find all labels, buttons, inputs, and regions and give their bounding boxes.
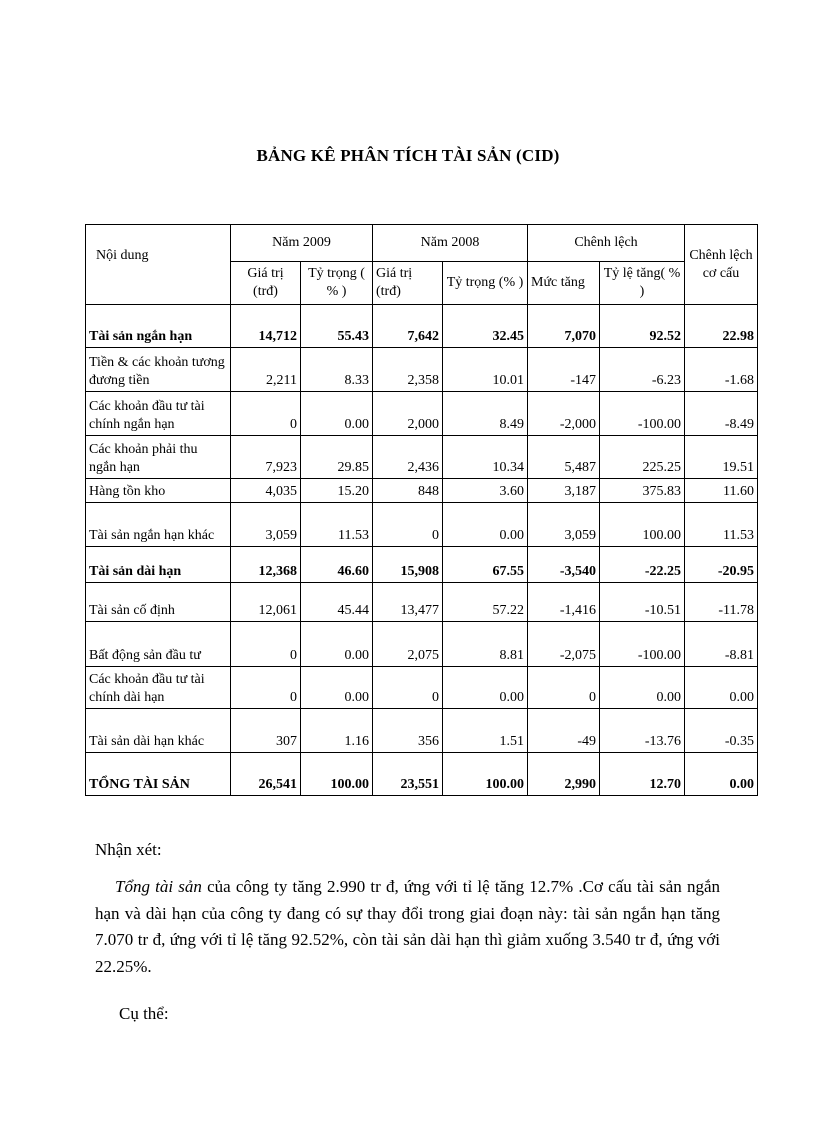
value-2008: 0: [373, 503, 443, 547]
subheader-share-2008: Tỷ trọng (% ): [443, 262, 528, 305]
value-2008: 2,358: [373, 348, 443, 392]
rate: -100.00: [600, 622, 685, 667]
table-row: [86, 503, 758, 547]
value-2008: 7,642: [373, 305, 443, 348]
share-2008: 57.22: [443, 583, 528, 622]
value-2008: 0: [373, 667, 443, 709]
increase: 2,990: [528, 753, 600, 796]
structure-diff: 0.00: [685, 753, 758, 796]
row-label: Tài sản dài hạn: [86, 547, 231, 583]
notes-paragraph-text: của công ty tăng 2.990 tr đ, ứng với tỉ lệ tăng 12.7% .Cơ cấu tài sản ngắn hạn và dài hạn của công ty đang có sự thay đổi trong giai đoạn này: tài sản ngắn hạn tăng 7.070 tr đ, ứng với tỉ lệ tăng 92.52%, còn tài sản dài hạn thì giảm xuống 3.540 tr đ, ứng với 22.25%.: [95, 877, 720, 976]
value-2008: 13,477: [373, 583, 443, 622]
row-label: Các khoản phải thu ngắn hạn: [86, 436, 231, 479]
rate: 100.00: [600, 503, 685, 547]
increase: 3,187: [528, 479, 600, 503]
table-row: [86, 348, 758, 392]
value-2009: 0: [231, 667, 301, 709]
share-2009: 29.85: [301, 436, 373, 479]
value-2009: 0: [231, 622, 301, 667]
share-2009: 0.00: [301, 667, 373, 709]
value-2008: 2,000: [373, 392, 443, 436]
structure-diff: 19.51: [685, 436, 758, 479]
share-2009: 1.16: [301, 709, 373, 753]
table-row: [86, 392, 758, 436]
value-2008: 2,075: [373, 622, 443, 667]
rate: -22.25: [600, 547, 685, 583]
subheader-increase: Mức tăng: [528, 262, 600, 305]
value-2008: 23,551: [373, 753, 443, 796]
rate: -10.51: [600, 583, 685, 622]
row-label: Các khoản đầu tư tài chính ngắn hạn: [86, 392, 231, 436]
subheader-value-2008: Giá trị (trđ): [373, 262, 443, 305]
structure-diff: -0.35: [685, 709, 758, 753]
rate: 12.70: [600, 753, 685, 796]
subheader-value-2009: Giá trị (trđ): [231, 262, 301, 305]
notes-paragraph: [95, 874, 720, 980]
value-2009: 307: [231, 709, 301, 753]
increase: -2,075: [528, 622, 600, 667]
increase: 0: [528, 667, 600, 709]
header-year-2009: Năm 2009: [231, 225, 373, 262]
value-2008: 2,436: [373, 436, 443, 479]
value-2009: 0: [231, 392, 301, 436]
header-content: Nội dung: [86, 225, 231, 305]
value-2009: 14,712: [231, 305, 301, 348]
value-2008: 15,908: [373, 547, 443, 583]
share-2009: 45.44: [301, 583, 373, 622]
row-label: Các khoản đầu tư tài chính dài hạn: [86, 667, 231, 709]
share-2008: 8.49: [443, 392, 528, 436]
document-title: BẢNG KÊ PHÂN TÍCH TÀI SẢN (CID): [256, 146, 560, 165]
value-2008: 356: [373, 709, 443, 753]
table-row: [86, 436, 758, 479]
share-2008: 3.60: [443, 479, 528, 503]
increase: 5,487: [528, 436, 600, 479]
row-label: Tài sản cố định: [86, 583, 231, 622]
rate: -100.00: [600, 392, 685, 436]
row-label: Tài sản ngắn hạn: [86, 305, 231, 348]
structure-diff: 22.98: [685, 305, 758, 348]
table-row: [86, 667, 758, 709]
row-label: Tài sản dài hạn khác: [86, 709, 231, 753]
value-2009: 12,368: [231, 547, 301, 583]
header-difference: Chênh lệch: [528, 225, 685, 262]
share-2009: 100.00: [301, 753, 373, 796]
rate: 375.83: [600, 479, 685, 503]
table-row: [86, 753, 758, 796]
share-2008: 10.01: [443, 348, 528, 392]
share-2008: 10.34: [443, 436, 528, 479]
share-2008: 32.45: [443, 305, 528, 348]
value-2009: 4,035: [231, 479, 301, 503]
structure-diff: 11.53: [685, 503, 758, 547]
rate: -13.76: [600, 709, 685, 753]
structure-diff: -8.49: [685, 392, 758, 436]
increase: -49: [528, 709, 600, 753]
table-row: [86, 305, 758, 348]
increase: -2,000: [528, 392, 600, 436]
share-2008: 0.00: [443, 667, 528, 709]
structure-diff: -8.81: [685, 622, 758, 667]
asset-analysis-table: [85, 224, 758, 796]
table-row: [86, 479, 758, 503]
rate: 0.00: [600, 667, 685, 709]
share-2009: 15.20: [301, 479, 373, 503]
structure-diff: 0.00: [685, 667, 758, 709]
table-row: [86, 547, 758, 583]
structure-diff: -20.95: [685, 547, 758, 583]
increase: 3,059: [528, 503, 600, 547]
increase: -147: [528, 348, 600, 392]
share-2009: 46.60: [301, 547, 373, 583]
share-2008: 8.81: [443, 622, 528, 667]
subheader-share-2009: Tỷ trọng ( % ): [301, 262, 373, 305]
rate: 92.52: [600, 305, 685, 348]
share-2009: 0.00: [301, 622, 373, 667]
table-row: [86, 622, 758, 667]
header-year-2008: Năm 2008: [373, 225, 528, 262]
value-2008: 848: [373, 479, 443, 503]
header-structure-difference: Chênh lệch cơ cấu: [685, 225, 758, 305]
value-2009: 12,061: [231, 583, 301, 622]
share-2008: 67.55: [443, 547, 528, 583]
rate: -6.23: [600, 348, 685, 392]
increase: 7,070: [528, 305, 600, 348]
table-row: [86, 709, 758, 753]
row-label: Hàng tồn kho: [86, 479, 231, 503]
notes-detail-heading: Cụ thể:: [119, 1004, 169, 1023]
table-row: [86, 583, 758, 622]
rate: 225.25: [600, 436, 685, 479]
row-label: Bất động sản đầu tư: [86, 622, 231, 667]
value-2009: 26,541: [231, 753, 301, 796]
row-label: TỔNG TÀI SẢN: [86, 753, 231, 796]
value-2009: 7,923: [231, 436, 301, 479]
share-2008: 1.51: [443, 709, 528, 753]
share-2009: 0.00: [301, 392, 373, 436]
value-2009: 3,059: [231, 503, 301, 547]
value-2009: 2,211: [231, 348, 301, 392]
structure-diff: -1.68: [685, 348, 758, 392]
notes-italic-term: Tổng tài sản: [115, 877, 202, 896]
subheader-rate: Tỷ lệ tăng( % ): [600, 262, 685, 305]
row-label: Tiền & các khoản tương đương tiền: [86, 348, 231, 392]
share-2008: 0.00: [443, 503, 528, 547]
row-label: Tài sản ngắn hạn khác: [86, 503, 231, 547]
share-2009: 11.53: [301, 503, 373, 547]
increase: -3,540: [528, 547, 600, 583]
notes-section: [95, 840, 720, 1024]
share-2009: 8.33: [301, 348, 373, 392]
share-2009: 55.43: [301, 305, 373, 348]
share-2008: 100.00: [443, 753, 528, 796]
increase: -1,416: [528, 583, 600, 622]
structure-diff: -11.78: [685, 583, 758, 622]
structure-diff: 11.60: [685, 479, 758, 503]
notes-heading: Nhận xét:: [95, 840, 162, 859]
